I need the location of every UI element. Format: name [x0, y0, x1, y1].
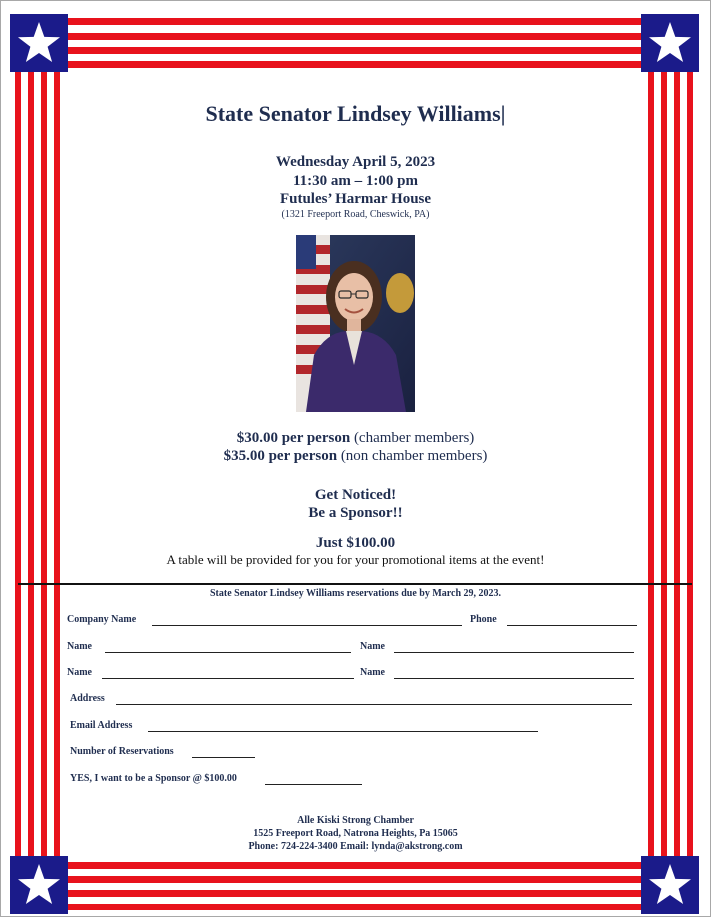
top-stripe-1 [68, 18, 641, 25]
email-field[interactable] [148, 731, 538, 732]
name-label-3: Name [67, 667, 92, 678]
corner-bottom-left [10, 856, 68, 914]
phone-label: Phone [470, 614, 497, 625]
name-field-1[interactable] [105, 652, 351, 653]
phone-field[interactable] [507, 625, 637, 626]
name-label-1: Name [67, 641, 92, 652]
footer-org: Alle Kiski Strong Chamber [297, 815, 414, 826]
event-address: (1321 Freeport Road, Cheswick, PA) [281, 209, 430, 220]
reservations-field[interactable] [192, 757, 255, 758]
corner-bottom-right [641, 856, 699, 914]
sponsor-subheadline: Be a Sponsor!! [308, 505, 403, 521]
star-icon [14, 860, 64, 910]
name-field-2[interactable] [394, 652, 634, 653]
event-time: 11:30 am – 1:00 pm [293, 173, 418, 189]
divider [18, 583, 692, 585]
bottom-stripe-1 [68, 862, 641, 869]
sponsor-headline: Get Noticed! [314, 487, 397, 503]
member-price-line [0, 430, 711, 447]
star-icon [14, 18, 64, 68]
top-stripe-4 [68, 61, 641, 68]
member-note: (chamber members) [350, 430, 475, 446]
star-icon [645, 860, 695, 910]
bottom-stripe-4 [68, 904, 641, 910]
bottom-stripe-3 [68, 890, 641, 897]
nonmember-price: $35.00 per person [223, 448, 338, 464]
corner-top-right [641, 14, 699, 72]
name-field-3[interactable] [102, 678, 354, 679]
page-title: State Senator Lindsey Williams| [205, 101, 506, 126]
top-stripe-3 [68, 47, 641, 54]
form-heading: State Senator Lindsey Williams reservations due by March 29, 2023. [209, 588, 502, 599]
event-date: Wednesday April 5, 2023 [275, 154, 436, 170]
name-label-2: Name [360, 641, 385, 652]
footer-street: 1525 Freeport Road, Natrona Heights, Pa 15065 [253, 828, 458, 839]
name-label-4: Name [360, 667, 385, 678]
email-label: Email Address [70, 720, 133, 731]
name-field-4[interactable] [394, 678, 634, 679]
sponsor-signup-field[interactable] [265, 784, 362, 785]
star-icon [645, 18, 695, 68]
sponsor-note: A table will be provided for you for your promotional items at the event! [166, 552, 545, 567]
corner-top-left [10, 14, 68, 72]
sponsor-price: Just $100.00 [315, 535, 396, 551]
reservations-label: Number of Reservations [70, 746, 174, 757]
company-field[interactable] [152, 625, 462, 626]
member-price: $30.00 per person [236, 430, 351, 446]
event-venue: Futules’ Harmar House [279, 191, 432, 207]
top-stripe-2 [68, 33, 641, 40]
footer-contact: Phone: 724-224-3400 Email: lynda@akstrong.com [248, 841, 463, 852]
bottom-stripe-2 [68, 876, 641, 883]
nonmember-note: (non chamber members) [337, 448, 488, 464]
nonmember-price-line [0, 448, 711, 465]
address-label: Address [70, 693, 105, 704]
sponsor-signup-label: YES, I want to be a Sponsor @ $100.00 [70, 773, 237, 784]
address-field[interactable] [116, 704, 632, 705]
senator-portrait-photo [296, 235, 415, 412]
company-label: Company Name [67, 614, 137, 625]
